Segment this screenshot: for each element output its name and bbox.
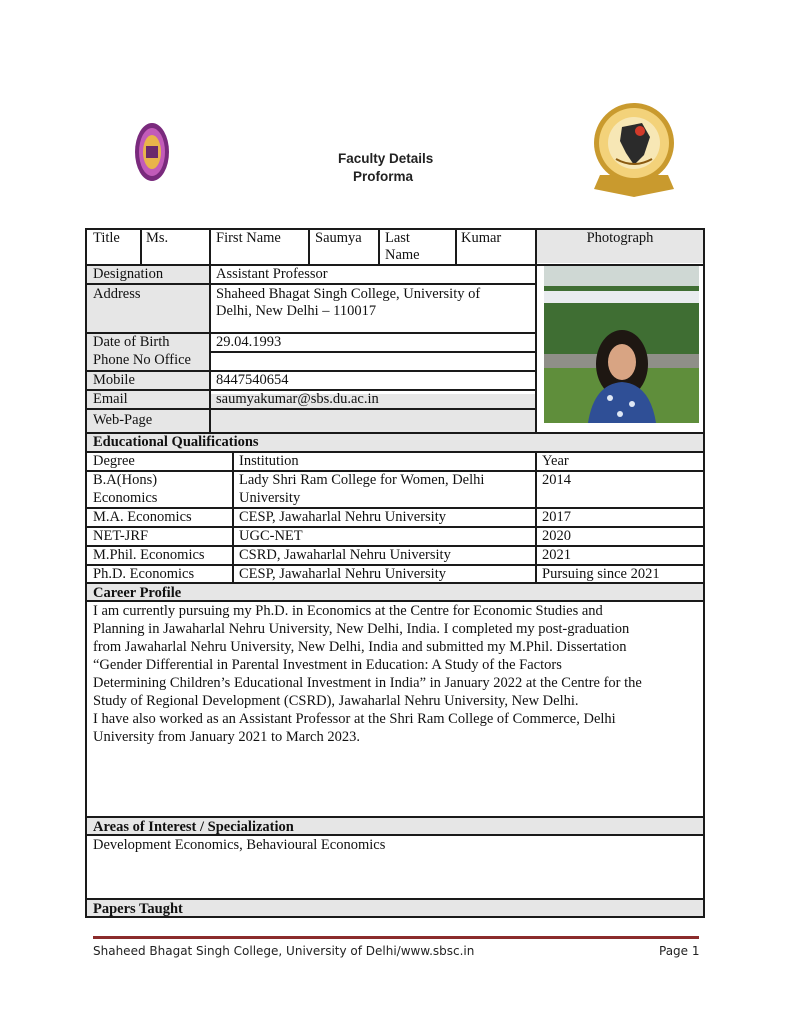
address-line1: Shaheed Bhagat Singh College, University of <box>216 286 481 302</box>
career-text-line: from Jawaharlal Nehru University, New Delhi, India and submitted my M.Phil. Dissertation <box>93 639 627 655</box>
title-value: Ms. <box>146 230 169 246</box>
sbsc-emblem-logo <box>592 97 676 201</box>
degree-cell: B.A(Hons) <box>93 472 158 488</box>
footer-college-url: Shaheed Bhagat Singh College, University of Delhi/www.sbsc.in <box>93 944 475 958</box>
degree-cell: NET-JRF <box>93 528 149 544</box>
career-text-line: I am currently pursuing my Ph.D. in Economics at the Centre for Economic Studies and <box>93 603 603 619</box>
year-cell: 2021 <box>542 547 571 563</box>
webpage-label: Web-Page <box>93 412 153 428</box>
institution-cell: CESP, Jawaharlal Nehru University <box>239 566 446 582</box>
year-cell: Pursuing since 2021 <box>542 566 660 582</box>
career-text-line: Determining Children’s Educational Investment in India” in January 2022 at the Centre for the <box>93 675 642 691</box>
career-text-line: Study of Regional Development (CSRD), Jawaharlal Nehru University, New Delhi. <box>93 693 579 709</box>
last-name-value: Kumar <box>461 230 502 246</box>
degree-cell: M.Phil. Economics <box>93 547 205 563</box>
degree-cell: M.A. Economics <box>93 509 192 525</box>
mobile-label: Mobile <box>93 372 135 388</box>
proforma-title-line2: Proforma <box>353 169 414 184</box>
first-name-value: Saumya <box>315 230 362 246</box>
email-label: Email <box>93 391 128 407</box>
education-col-institution: Institution <box>239 453 299 469</box>
proforma-title-line1: Faculty Details <box>338 151 434 166</box>
career-text-line: University from January 2021 to March 2023. <box>93 729 360 745</box>
year-cell: 2020 <box>542 528 571 544</box>
designation-value: Assistant Professor <box>216 266 328 282</box>
mobile-value: 8447540654 <box>216 372 289 388</box>
designation-label: Designation <box>93 266 164 282</box>
institution-cell: Lady Shri Ram College for Women, Delhi <box>239 472 485 488</box>
career-text-line: “Gender Differential in Parental Investment in Education: A Study of the Factors <box>93 657 562 673</box>
address-line2: Delhi, New Delhi – 110017 <box>216 303 377 319</box>
email-value: saumyakumar@sbs.du.ac.in <box>216 391 379 407</box>
institution-cell-line2: University <box>239 490 301 506</box>
faculty-photograph <box>544 266 699 423</box>
webpage-row-bg <box>210 413 536 432</box>
phone-office-label: Phone No Office <box>93 352 191 368</box>
dob-label: Date of Birth <box>93 334 170 350</box>
dob-value: 29.04.1993 <box>216 334 282 350</box>
title-label: Title <box>93 230 120 246</box>
education-heading: Educational Qualifications <box>93 434 259 450</box>
papers-heading: Papers Taught <box>93 901 183 917</box>
career-heading: Career Profile <box>93 585 182 601</box>
education-col-year: Year <box>542 453 569 469</box>
year-cell: 2017 <box>542 509 571 525</box>
institution-cell: CSRD, Jawaharlal Nehru University <box>239 547 451 563</box>
institution-cell: UGC-NET <box>239 528 303 544</box>
career-text-line: Planning in Jawaharlal Nehru University, New Delhi, India. I completed my post-graduation <box>93 621 630 637</box>
university-of-delhi-logo <box>134 122 170 182</box>
education-col-degree: Degree <box>93 453 135 469</box>
interest-value: Development Economics, Behavioural Economics <box>93 837 386 853</box>
year-cell: 2014 <box>542 472 571 488</box>
photograph-label: Photograph <box>586 230 654 246</box>
footer-rule <box>93 936 699 939</box>
last-name-label-line1: Last <box>385 230 410 246</box>
last-name-label-line2: Name <box>385 247 420 263</box>
institution-cell: CESP, Jawaharlal Nehru University <box>239 509 446 525</box>
address-label: Address <box>93 286 141 302</box>
footer-page-number: Page 1 <box>659 944 700 958</box>
interest-heading: Areas of Interest / Specialization <box>93 819 294 835</box>
first-name-label: First Name <box>216 230 281 246</box>
degree-cell: Ph.D. Economics <box>93 566 195 582</box>
career-text-line: I have also worked as an Assistant Professor at the Shri Ram College of Commerce, Delhi <box>93 711 616 727</box>
degree-cell-line2: Economics <box>93 490 158 506</box>
